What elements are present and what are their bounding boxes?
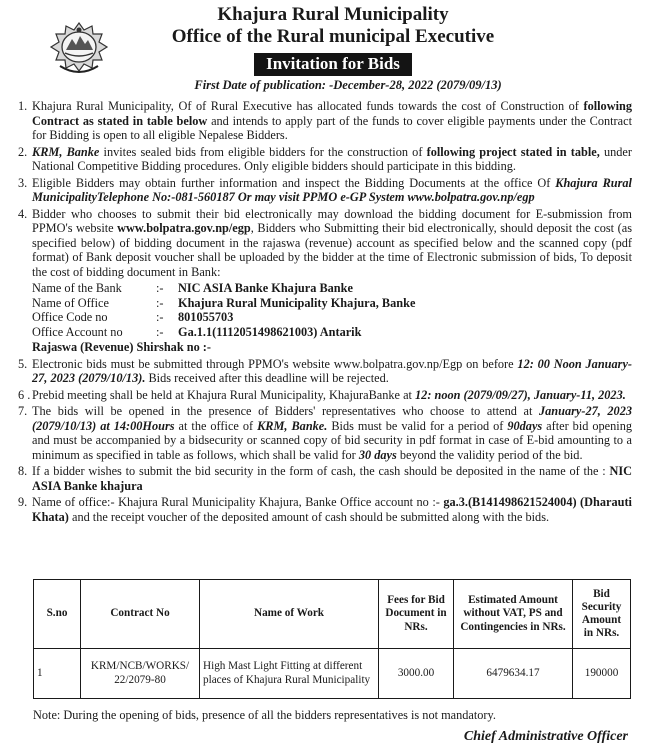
paragraph-text: under National Competitive Bidding procedures. Only eligible bidders should participate in this bidding. <box>32 144 632 173</box>
attendance-note: Note: During the opening of bids, presence of all the bidders representatives is not mandatory. <box>33 708 496 722</box>
paragraph-2 <box>18 145 632 174</box>
paragraph-bold-text: following Contract as stated in table below <box>32 99 632 128</box>
contract-table <box>33 579 631 699</box>
bank-detail-separator: :- <box>156 295 164 310</box>
paragraph-text: and intends to apply part of the funds to cover eligible payments under the Contract for Bidding is open to all eligible Nepalese Bidders. <box>32 113 632 142</box>
submission-deadline: 12: 00 Noon January-27, 2023 (2079/10/13). <box>32 356 632 385</box>
paragraph-8 <box>18 464 632 493</box>
title-block <box>0 4 648 76</box>
cell-contract: KRM/NCB/WORKS/ 22/2079-80 <box>81 649 200 699</box>
bank-detail-row <box>32 281 415 296</box>
bank-detail-label: Office Account no <box>32 324 123 339</box>
bank-detail-value: Khajura Rural Municipality Khajura, Banke <box>178 295 416 310</box>
bank-details-table <box>32 281 415 339</box>
paragraph-7 <box>18 404 632 462</box>
cell-estimate: 6479634.17 <box>454 649 573 699</box>
bank-detail-value: Ga.1.1(1112051498621003) Antarik <box>178 324 362 339</box>
paragraph-number: 8. <box>18 464 28 478</box>
bid-validity-period: 90days <box>507 418 543 433</box>
paragraph-text: invites sealed bids from eligible bidders for the construction of <box>99 144 427 159</box>
bank-detail-separator: :- <box>156 281 164 295</box>
cell-fees: 3000.00 <box>379 649 454 699</box>
paragraph-text: Prebid meeting shall be held at Khajura Rural Municipality, KhajuraBanke at <box>32 387 416 402</box>
column-header-contract: Contract No <box>81 580 200 649</box>
office-short-name: KRM, Banke. <box>257 418 328 433</box>
bid-opening-date: January-27, 2023 (2079/10/13) at 14:00Hours <box>32 404 632 433</box>
table-header-row <box>34 580 631 649</box>
paragraph-number: 7. <box>18 404 28 418</box>
paragraph-number: 9. <box>18 495 28 509</box>
paragraph-text: Bidder who chooses to submit their bid electronically may download the bidding document for E-submission from PPMO's website <box>32 206 632 235</box>
bank-detail-label: Name of the Bank <box>32 281 122 295</box>
paragraph-3 <box>18 176 632 205</box>
bank-detail-label: Office Code no <box>32 310 108 324</box>
bank-detail-row <box>32 296 415 311</box>
table-row <box>34 649 631 699</box>
paragraph-number: 6 . <box>18 387 31 402</box>
municipality-name: Khajura Rural Municipality <box>217 4 449 25</box>
column-header-sno: S.no <box>34 580 81 649</box>
paragraph-4 <box>18 207 632 280</box>
paragraph-text: Bids received after this deadline will be rejected. <box>145 371 389 385</box>
paragraph-6 <box>18 388 632 403</box>
notice-header <box>0 0 648 96</box>
deposit-bank-name: NIC ASIA Banke khajura <box>32 464 632 493</box>
paragraph-text: If a bidder wishes to submit the bid security in the form of cash, the cash should be deposited in the name of the : <box>32 464 610 478</box>
cell-sno: 1 <box>34 649 81 699</box>
paragraph-text: after bid opening and must be accompanied by a bidsecurity or scanned copy of bid security in pdf format in case of E-bid amounting to a minimum as specified in table as follows, which shall be valid for <box>32 418 632 462</box>
paragraph-1 <box>18 99 632 143</box>
paragraph-text: Name of office:- Khajura Rural Municipality Khajura, Banke Office account no :- <box>32 495 444 509</box>
bank-detail-row <box>32 325 415 340</box>
security-validity-period: 30 days <box>358 447 397 462</box>
contact-info: Khajura Rural MunicipalityTelephone No:-081-560187 Or may visit PPMO e-GP System www.bolpatra.gov.np/egp <box>32 175 632 204</box>
paragraph-text: Bids must be valid for a period of <box>327 418 508 433</box>
column-header-estimate: Estimated Amount without VAT, PS and Contingencies in NRs. <box>454 580 573 649</box>
column-header-work: Name of Work <box>200 580 379 649</box>
paragraph-bold-italic-text: KRM, Banke <box>32 144 100 159</box>
paragraph-number: 2. <box>18 144 28 159</box>
paragraph-9 <box>18 495 632 524</box>
paragraph-text: at the office of <box>174 418 258 433</box>
bank-detail-separator: :- <box>156 310 164 324</box>
paragraph-text: Eligible Bidders may obtain further information and inspect the Bidding Documents at the office Of <box>32 175 556 190</box>
bank-detail-value: NIC ASIA Banke Khajura Banke <box>178 281 353 295</box>
invitation-banner: Invitation for Bids <box>254 53 412 76</box>
bank-detail-label: Name of Office <box>32 295 109 310</box>
notice-body <box>18 99 632 526</box>
bank-detail-separator: :- <box>156 324 164 339</box>
paragraph-text: The bids will be opened in the presence of Bidders' representatives who choose to attend at <box>32 404 539 418</box>
office-name: Office of the Rural municipal Executive <box>171 26 495 47</box>
paragraph-number: 5. <box>18 356 28 371</box>
cell-security: 190000 <box>573 649 631 699</box>
publication-date: First Date of publication: -December-28, 2022 (2079/09/13) <box>194 78 502 92</box>
paragraph-text: and the receipt voucher of the deposited amount of cash should be submitted along with the bids. <box>68 509 550 524</box>
paragraph-text: beyond the validity period of the bid. <box>396 447 583 462</box>
paragraph-5 <box>18 357 632 386</box>
revenue-heading: Rajaswa (Revenue) Shirshak no :- <box>32 340 211 354</box>
deposit-account-number: ga.3.(B141498621524004) (Dharauti Khata) <box>32 495 632 524</box>
signatory-title: Chief Administrative Officer <box>463 729 628 744</box>
column-header-fees: Fees for Bid Document in NRs. <box>379 580 454 649</box>
paragraph-text: , Bidders who Submitting their bid electronically, should deposit the cost (as specified below) of bidding document in the rajaswa (revenue) account as specified below and the scanned copy (pdf format) of Bank deposit voucher shall be uploaded by the bidder at the time of Electronic submission of bids, To deposit the cost of bidding document in Bank: <box>32 221 632 279</box>
prebid-meeting-date: 12: noon (2079/09/27), January-11, 2023. <box>415 387 626 402</box>
paragraph-bold-text: following project stated in table, <box>426 144 600 159</box>
bank-detail-row <box>32 310 415 325</box>
bank-detail-value: 801055703 <box>178 310 234 324</box>
paragraph-number: 4. <box>18 206 28 221</box>
paragraph-number: 3. <box>18 175 28 190</box>
column-header-security: Bid Security Amount in NRs. <box>573 580 631 649</box>
paragraph-text: Khajura Rural Municipality, Of of Rural Executive has allocated funds towards the cost of Construction of <box>32 99 584 113</box>
paragraph-number: 1. <box>18 99 28 113</box>
cell-work: High Mast Light Fitting at different places of Khajura Rural Municipality <box>200 649 379 699</box>
egp-link-text: www.bolpatra.gov.np/egp <box>117 221 251 235</box>
paragraph-text: Electronic bids must be submitted through PPMO's website www.bolpatra.gov.np/Egp on before <box>32 356 518 371</box>
